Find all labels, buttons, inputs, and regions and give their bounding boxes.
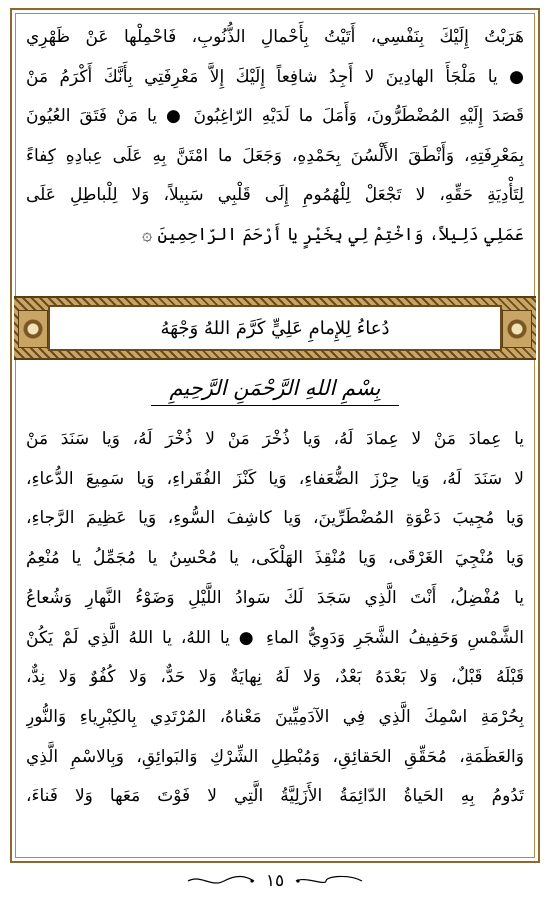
basmala-calligraphy bbox=[0, 367, 550, 411]
page-number: ١٥ bbox=[265, 871, 285, 891]
flourish-icon bbox=[294, 874, 364, 888]
basmala-text: بِسْمِ اللهِ الرَّحْمَنِ الرَّحِيمِ bbox=[151, 373, 398, 406]
section-title: دُعاءُ لِلإِمامِ عَلِيٍّ كَرَّمَ اللهُ وَجْهَهُ bbox=[160, 317, 390, 339]
text-line: تَدُومُ بِهِ الحَياةُ الدّائِمَةُ الأَزَلِيَّةُ الَّتِي لا فَوْتَ مَعَها وَلا فَناءَ، bbox=[26, 786, 524, 807]
ornament-icon bbox=[502, 310, 532, 348]
flourish-icon bbox=[186, 874, 256, 888]
text-line: ● يا مَلْجَأَ الهادِينَ لا أَجِدُ شافِعاً إِلَيْكَ إِلاَّ مَعْرِفَتِي بِأَنَّكَ أَكْرَمُ مَنْ bbox=[26, 66, 524, 87]
top-text-block bbox=[26, 18, 524, 255]
section-banner bbox=[14, 296, 536, 360]
ornament-icon bbox=[18, 310, 48, 348]
text-line: بِمَعْرِفَتِهِ، وَأَنْطَقَ الأَلْسُنَ بِحَمْدِهِ، وَجَعَلَ ما امْتَنَّ بِهِ عَلَى عِبادِهِ كِفاءً bbox=[26, 145, 524, 166]
bottom-text-block bbox=[26, 420, 524, 817]
text-line: يا عِمادَ مَنْ لا عِمادَ لَهُ، وَيا ذُخْرَ مَنْ لا ذُخْرَ لَهُ، وَيا سَنَدَ مَنْ bbox=[26, 429, 524, 449]
text-line: وَيا مُنْجِيَ الغَرْقَى، وَيا مُنْقِذَ الهَلْكَى، يا مُحْسِنُ يا مُجَمِّلُ يا مُنْعِمُ bbox=[26, 548, 524, 569]
banner-panel bbox=[48, 305, 502, 351]
text-line: وَالعَظَمَةِ، مُحَقِّقِ الحَقائِقِ، وَمُبْطِلِ الشِّرْكِ وَالبَوائِقِ، وَبِالاسْمِ الَّذِي bbox=[26, 746, 524, 767]
text-line: عَمَلِي دَلِيلاً، وَاخْتِمْ لِي بِخَيْرٍ يا أَرْحَمَ الرّاحِمِينَ ۞ bbox=[142, 224, 524, 245]
page-footer bbox=[0, 866, 550, 896]
text-line: بِحُرْمَةِ اسْمِكَ الَّذِي فِي الآدَمِيِّينَ مَعْناهُ، المُرْتَدِي بِالكِبْرِياءِ وَالنُّورِ bbox=[26, 706, 524, 727]
text-line: هَرَبْتُ إِلَيْكَ بِنَفْسِي، أَتَيْتُ بِأَحْمالِ الذُّنُوبِ، فَاحْمِلْها عَنْ ظَهْرِي bbox=[26, 27, 524, 47]
text-line: الشَّمْسِ وَحَفِيفُ الشَّجَرِ وَدَوِيُّ الماءِ ● يا اللهُ، يا اللهُ الَّذِي لَمْ يَكُنْ bbox=[26, 627, 524, 648]
text-line: لا سَنَدَ لَهُ، وَيا حِرْزَ الضُّعَفاءِ، وَيا كَنْزَ الفُقَراءِ، وَيا سَمِيعَ الدُّعاءِ، bbox=[26, 468, 524, 489]
text-line: يا مُفْضِلُ، أَنْتَ الَّذِي سَجَدَ لَكَ سَوادُ اللَّيْلِ وَضَوْءُ النَّهارِ وَشُعاعُ bbox=[26, 587, 524, 608]
text-line: قَصَدَ إِلَيْهِ المُضْطَرُّونَ، وَأَمَلَ ما لَدَيْهِ الرّاغِبُونَ ● يا مَنْ فَتَقَ العُيُونَ bbox=[26, 106, 524, 126]
text-line: قَبْلَهُ قَبْلٌ، وَلا بَعْدَهُ بَعْدٌ، وَلا لَهُ نِهايَةٌ وَلا حَدٌّ، وَلا كُفُوٌ وَلا نِدٌّ، bbox=[26, 667, 524, 688]
text-line: لِتَأْدِيَةِ حَقِّهِ، لا تَجْعَلْ لِلْهُمُومِ إِلَى قَلْبِي سَبِيلاً، وَلا لِلْباطِلِ عَلَى bbox=[26, 185, 524, 205]
text-line: وَيا مُجِيبَ دَعْوَةِ المُضْطَرِّينَ، وَيا كاشِفَ السُّوءِ، وَيا عَظِيمَ الرَّجاءِ، bbox=[26, 508, 524, 529]
